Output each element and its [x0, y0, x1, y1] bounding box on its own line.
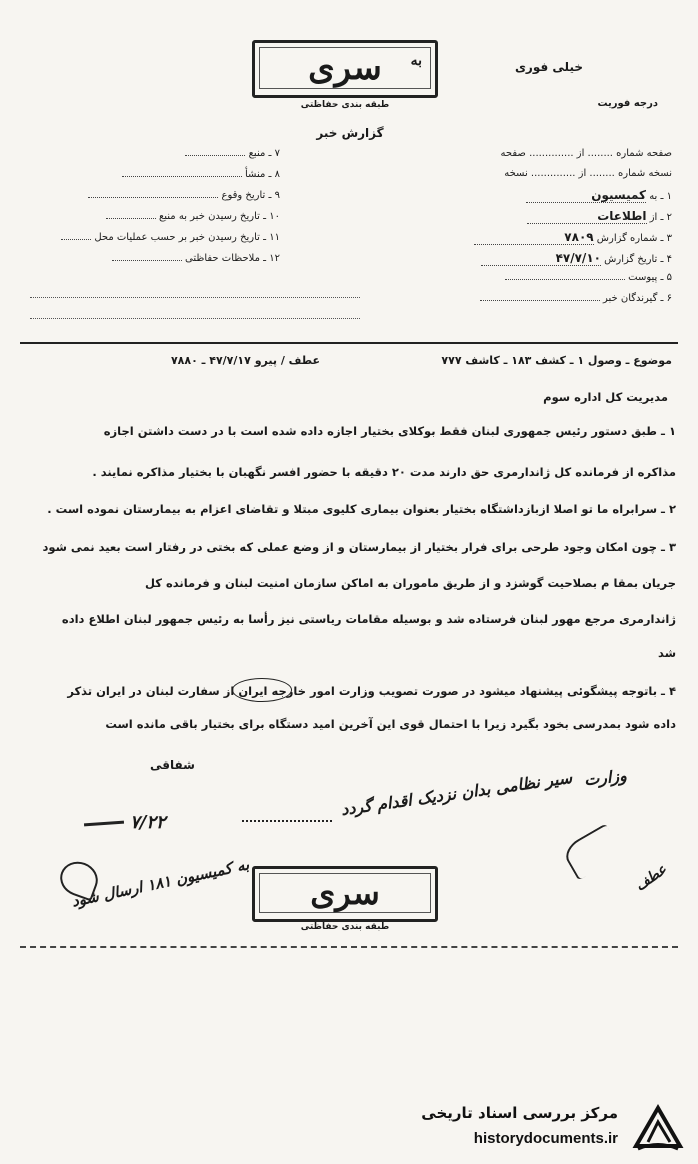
classification-stamp-top [252, 40, 438, 98]
handwritten-note-center: سیر نظامی بدان نزدیک اقدام گردد [339, 767, 574, 820]
field-copy-number: نسخه شماره ........ از .............. نسخه [504, 168, 672, 179]
fields-left [30, 148, 280, 274]
scribble-left [84, 821, 124, 827]
subject-line [372, 354, 672, 367]
stamp-text: سری [308, 48, 382, 88]
body-line-7: شد [658, 646, 676, 660]
field-source: ۷ ـ منبع [30, 148, 280, 169]
field-receipt-date-source: ۱۰ ـ تاریخ رسیدن خبر به منبع [30, 211, 280, 232]
field-report-number-value: ۷۸۰۹ [474, 230, 594, 245]
reference-value: ۴۷/۷/۱۷ ـ ۷۸۸۰ [170, 354, 251, 367]
scribble-center [242, 820, 332, 822]
filler-line [30, 318, 360, 319]
stamp-bottom-caption: طبقه بندی حفاظتی [300, 922, 390, 932]
body-line-6: ژاندارمری مرجع مهور لبنان فرستاده شد و بوسیله مقامات ریاستی نیز رأسا به رئیس جمهور لبنان اطلاع داده [61, 612, 676, 626]
filler-line [30, 297, 360, 298]
field-page-number: صفحه شماره ........ از .............. صفحه [500, 148, 672, 159]
circled-word-mark [232, 678, 292, 702]
body-line-4: ۳ ـ چون امکان وجود طرحی برای فرار بختیار از بیمارستان و از وضع عملی که بختی در رفتار است بعید نمی شود [42, 540, 676, 554]
fields-right [372, 148, 672, 314]
handwritten-note-right: وزارت [583, 765, 628, 790]
field-from-value: اطلاعات [527, 209, 647, 224]
field-origin: ۸ ـ منشأ [30, 169, 280, 190]
field-report-date-value: ۴۷/۷/۱۰ [481, 251, 601, 266]
field-receipt-date-ops: ۱۱ ـ تاریخ رسیدن خبر بر حسب عملیات محل [30, 232, 280, 253]
field-security-notes: ۱۲ ـ ملاحظات حفاظتی [30, 253, 280, 274]
bottom-dashed-divider [20, 946, 678, 948]
form-title: گزارش خبر [316, 126, 384, 140]
subject-text: ۱ ـ کشف ۱۸۳ ـ کاشف ۷۷۷ [441, 354, 585, 367]
field-to-value: کمیسیون [526, 188, 646, 203]
handwritten-initials: عطف [632, 861, 670, 895]
body-line-2: مذاکره از فرمانده کل ژاندارمری حق دارند مدت ۲۰ دقیقه با حضور افسر نگهبان با بختیار مذاکره نمایند . [92, 465, 676, 479]
field-attachment: ۵ ـ پیوست [372, 272, 672, 293]
body-line-9: داده شود بمدرسی بخود بگیرد زیرا با احتمال قوی این آخرین امید دستگاه برای بختیار باقی مانده است [105, 717, 676, 731]
body-line-3: ۲ ـ سرابراه ما تو اصلا ازبازداشتگاه بختیار بعنوان بیماری کلیوی مبتلا و تقاضای اعزام به بیمارستان نموده است . [47, 502, 676, 516]
urgency-value: خیلی فوری [514, 60, 583, 74]
field-recipients-value [480, 300, 600, 301]
field-report-number: ۳ ـ شماره گزارش ۷۸۰۹ [372, 230, 672, 251]
field-to: ۱ ـ به کمیسیون [372, 188, 672, 209]
signature-name: شفاقی [150, 758, 195, 772]
classification-stamp-bottom [252, 866, 438, 922]
header-divider [20, 342, 678, 344]
document-logo-icon [628, 1102, 686, 1154]
field-report-date: ۴ ـ تاریخ گزارش ۴۷/۷/۱۰ [372, 251, 672, 272]
stamp-bottom-text: سری [310, 874, 380, 912]
footer-watermark [410, 1100, 690, 1156]
reference-line [60, 354, 320, 367]
footer-org: مرکز بررسی اسناد تاریخی [421, 1104, 618, 1122]
field-from: ۲ ـ از اطلاعات [372, 209, 672, 230]
urgency-caption: درجه فوریت [597, 98, 658, 109]
body-line-5: جریان بمقا م بصلاحیت گوشزد و از طریق ماموران به اماکن سازمان امنیت لبنان و فرمانده کل [145, 576, 676, 590]
handwritten-date: ۷/۲۲ [130, 812, 166, 833]
salutation: مدیریت کل اداره سوم [543, 390, 668, 404]
signature-scribble-right [560, 823, 623, 880]
field-recipients: ۶ ـ گیرندگان خبر [372, 293, 672, 314]
field-occurrence-date: ۹ ـ تاریخ وقوع [30, 190, 280, 211]
classification-caption: طبقه بندی حفاظتی [300, 100, 390, 110]
reference-label: عطف / پیرو [254, 354, 320, 367]
subject-label: موضوع ـ وصول [587, 354, 672, 367]
stamp-prefix: به [410, 53, 422, 69]
body-line-1: ۱ ـ طبق دستور رئیس جمهوری لبنان فقط بوکلای بختیار اجازه داده شده است با در دست داشتن اجازه [103, 424, 676, 438]
handwritten-bottom-note: به کمیسیون ۱۸۱ ارسال شود [70, 855, 251, 911]
footer-url: historydocuments.ir [473, 1130, 618, 1147]
field-attachment-value [505, 279, 625, 280]
body-line-8: ۴ ـ باتوجه پیشگوئی پیشنهاد میشود در صورت تصویب وزارت امور خارجه ایران از سفارت لبنان در ایران تذکر [67, 684, 676, 698]
